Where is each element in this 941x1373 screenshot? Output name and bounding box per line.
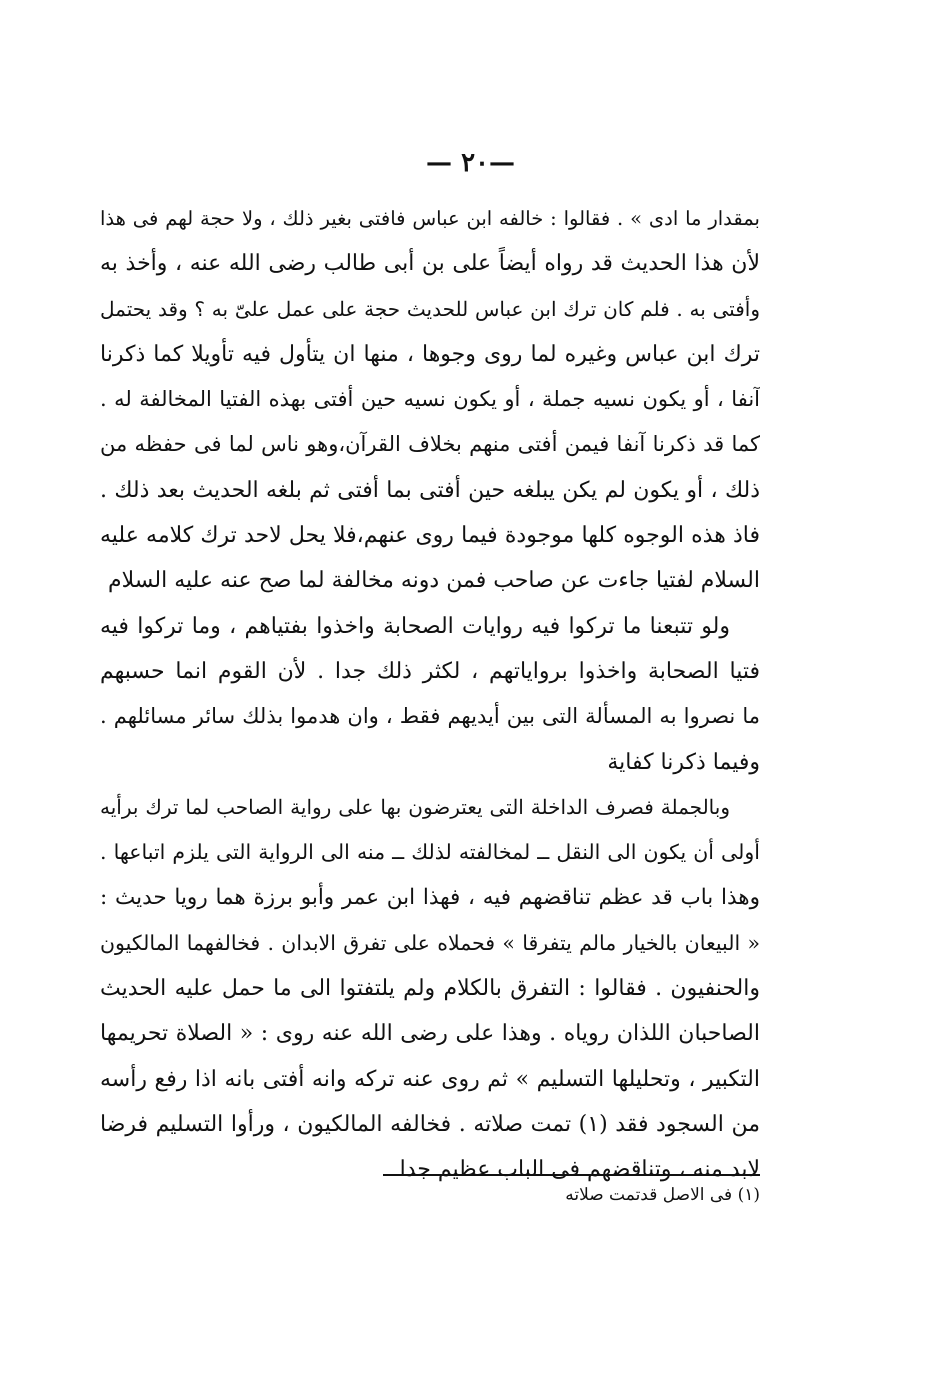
text-line: أولى أن يكون الى النقل ــ لمخالفته لذلك ــ منه الى الرواية التى يلزم اتباعها .: [100, 840, 760, 865]
text-line: وبالجملة فصرف الداخلة التى يعترضون بها على رواية الصاحب لما ترك برأيه: [100, 794, 730, 819]
text-line: التكبير ، وتحليلها التسليم » ثم روى عنه تركه وانه أفتى بانه اذا رفع رأسه: [100, 1066, 760, 1092]
text-line: ما نصروا به المسألة التى بين أيديهم فقط ، وان هدموا بذلك سائر مسائلهم .: [100, 704, 760, 729]
text-line: « البيعان بالخيار مالم يتفرقا » فحملاه على تفرق الابدان . فخالفهما المالكيون: [100, 930, 760, 955]
text-line: ولو تتبعنا ما تركوا فيه روايات الصحابة واخذوا بفتياهم ، وما تركوا فيه: [100, 613, 730, 639]
text-line: من السجود فقد (١) تمت صلاته . فخالفه المالكيون ، ورأوا التسليم فرضا: [100, 1111, 760, 1137]
page-number: —٢٠ —: [426, 148, 515, 178]
footnote-divider: [383, 1174, 760, 1176]
text-line: وفيما ذكرنا كفاية: [607, 749, 760, 775]
text-line: بمقدار ما ادى » . فقالوا : خالفه ابن عباس فافتى بغير ذلك ، ولا حجة لهم فى هذا: [100, 207, 760, 230]
text-line: وهذا باب قد عظم تناقضهم فيه ، فهذا ابن عمر وأبو برزة هما رويا حديث :: [100, 885, 760, 911]
text-line: آنفا ، أو يكون نسيه جملة ، أو يكون نسيه حين أفتى بهذه الفتيا المخالفة له .: [100, 387, 760, 412]
footnote: (١) فى الاصل قدتمت صلاته: [565, 1185, 760, 1205]
text-line: وأفتى به . فلم كان ترك ابن عباس للحديث حجة على عمل علىّ به ؟ وقد يحتمل: [100, 296, 760, 321]
text-line: ذلك ، أو يكون لم يكن يبلغه حين أفتى بما أفتى ثم بلغه الحديث بعد ذلك .: [100, 477, 760, 503]
text-line: لابد منه ، وتناقضهم فى الباب عظيم جدا: [399, 1157, 760, 1183]
main-text: [100, 196, 760, 1193]
text-line: فاذ هذه الوجوه كلها موجودة فيما روى عنهم،فلا يحل لاحد ترك كلامه عليه: [100, 523, 760, 549]
text-line: والحنفيون . فقالوا : التفرق بالكلام ولم يلتفتوا الى ما حمل عليه الحديث: [100, 976, 760, 1002]
text-line: الصاحبان اللذان روياه . وهذا على رضى الله عنه روى : « الصلاة تحريمها: [100, 1021, 760, 1047]
text-line: لأن هذا الحديث قد رواه أيضاً على بن أبى طالب رضى الله عنه ، وأخذ به: [100, 251, 760, 277]
text-line: فتيا الصحابة واخذوا برواياتهم ، لكثر ذلك جدا . لأن القوم انما حسبهم: [100, 658, 760, 684]
text-line: كما قد ذكرنا آنفا فيمن أفتى منهم بخلاف القرآن،وهو ناس لما فى حفظه من: [100, 432, 760, 457]
text-line: ترك ابن عباس وغيره لما روى وجوها ، منها ان يتأول فيه تأويلا كما ذكرنا: [100, 341, 760, 367]
text-line: السلام لفتيا جاءت عن صاحب فمن دونه مخالفة لما صح عنه عليه السلام: [108, 568, 760, 594]
